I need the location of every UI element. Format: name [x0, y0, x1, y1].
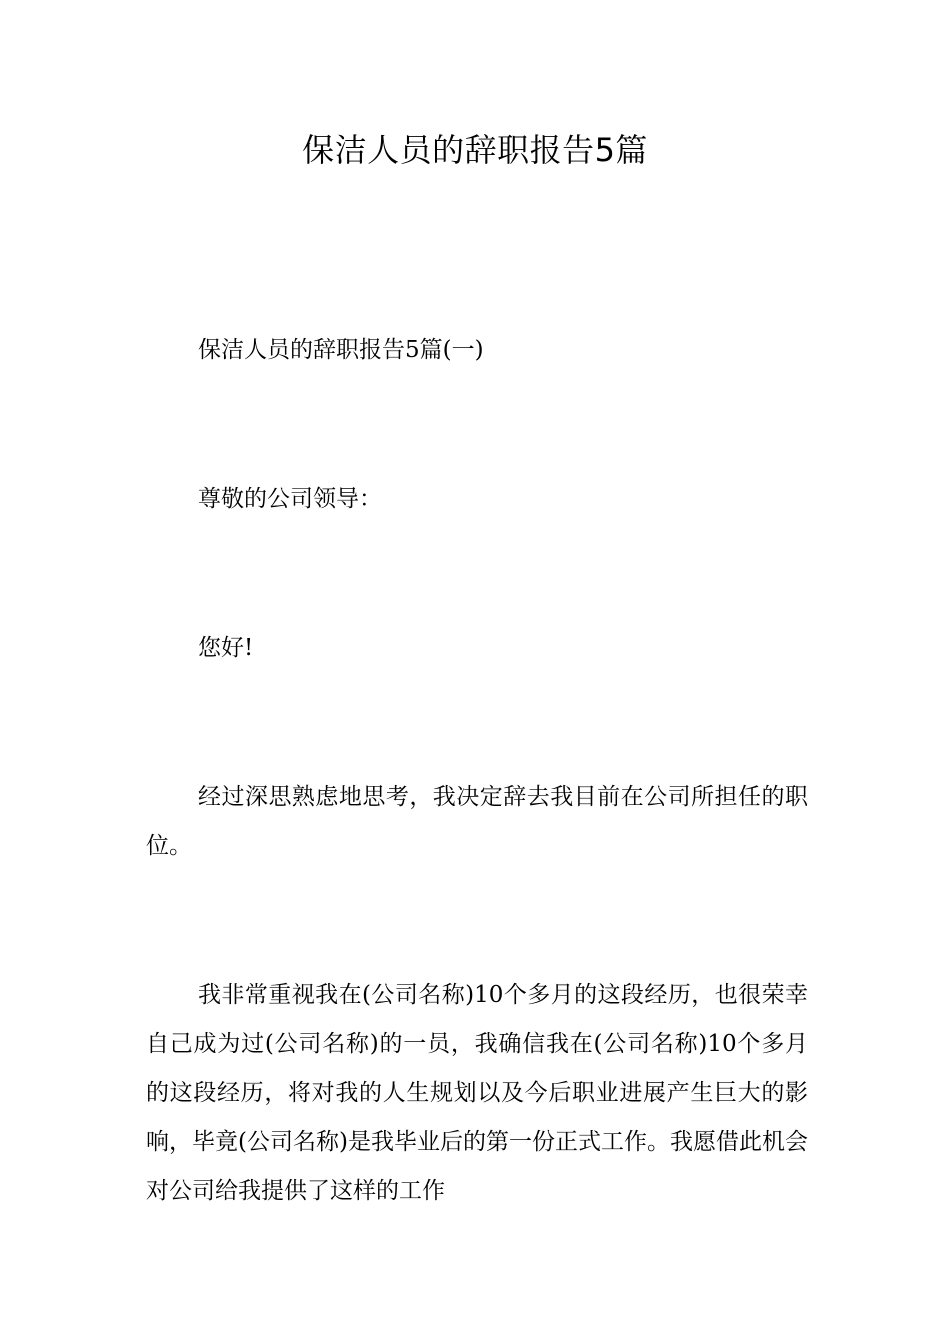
document-title: 保洁人员的辞职报告5篇 — [302, 131, 648, 169]
greeting: 您好! — [198, 635, 254, 661]
salutation: 尊敬的公司领导： — [198, 486, 382, 512]
section-heading: 保洁人员的辞职报告5篇(一) — [198, 337, 484, 363]
paragraph-1: 经过深思熟虑地思考，我决定辞去我目前在公司所担任的职位。 — [146, 784, 808, 859]
paragraph-2: 我非常重视我在(公司名称)10个多月的这段经历，也很荣幸自己成为过(公司名称)的一员，我确信我在(公司名称)10个多月的这段经历，将对我的人生规划以及今后职业进展产生巨大的影响，毕竟(公司名称)是我毕业后的第一份正式工作。我愿借此机会对公司给我提供了这样的工作 — [146, 982, 808, 1204]
